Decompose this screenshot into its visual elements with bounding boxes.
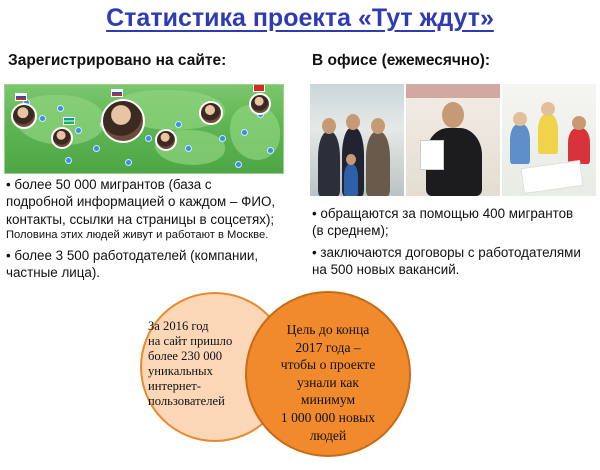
flag-icon	[111, 89, 123, 97]
avatar	[199, 101, 223, 125]
text-line: • более 3 500 работодателей (компании,	[6, 247, 259, 263]
text-line: • более 50 000 мигрантов (база с	[6, 177, 212, 192]
text-line: интернет-	[148, 378, 201, 393]
moscow-note: Половина этих людей живут и работают в Москве.	[6, 228, 269, 241]
text-line: уникальных	[148, 363, 213, 378]
flag-icon	[253, 84, 265, 92]
office-photo-group	[310, 84, 404, 196]
text-line: узнали как	[296, 374, 360, 390]
text-line: минимум	[300, 392, 356, 408]
stat-2016-text	[148, 319, 246, 408]
text-line: на сайт пришло	[148, 333, 233, 348]
text-line: более 230 000	[148, 348, 223, 363]
text-line: подробной информацией о каждом – ФИО,	[6, 194, 276, 210]
flag-icon	[15, 93, 27, 101]
goal-2017-text	[258, 321, 398, 444]
flag-icon	[63, 117, 75, 125]
site-stats-list	[6, 176, 288, 281]
text-line: 2017 года –	[295, 339, 361, 355]
text-line: пользователей	[148, 393, 225, 408]
office-photos	[310, 84, 596, 196]
office-photo-man-with-document	[406, 84, 500, 196]
avatar	[155, 129, 177, 151]
office-stats-list	[312, 205, 594, 278]
site-registered-heading: Зарегистрировано на сайте:	[8, 52, 227, 69]
site-stats-bullet-employers	[6, 247, 288, 282]
page-title: Статистика проекта «Тут ждут»	[106, 4, 494, 32]
text-line: (в среднем);	[312, 223, 389, 239]
text-line: • обращаются за помощью 400 мигрантов	[312, 206, 574, 221]
text-line: 1 000 000 новых	[280, 409, 376, 425]
text-line: чтобы о проекте	[280, 357, 376, 373]
avatar	[249, 93, 271, 115]
office-monthly-heading: В офисе (ежемесячно):	[312, 52, 491, 69]
office-stats-bullet-requests	[312, 205, 594, 240]
world-map-image	[4, 84, 284, 174]
text-line: • заключаются договоры с работодателями	[312, 244, 581, 260]
office-stats-bullet-contracts	[312, 244, 594, 279]
text-line: на 500 новых вакансий.	[312, 261, 460, 277]
office-photo-children	[502, 84, 596, 196]
avatar	[101, 99, 145, 143]
avatar	[11, 103, 37, 129]
text-line: Цель до конца	[286, 322, 370, 337]
text-line: За 2016 год	[148, 319, 209, 333]
avatar	[51, 127, 73, 149]
text-line: частные лица).	[6, 265, 101, 281]
text-line: контакты, ссылки на страницы в соцсетях);	[6, 211, 275, 227]
site-stats-bullet-migrants	[6, 176, 288, 228]
text-line: людей	[309, 427, 347, 443]
